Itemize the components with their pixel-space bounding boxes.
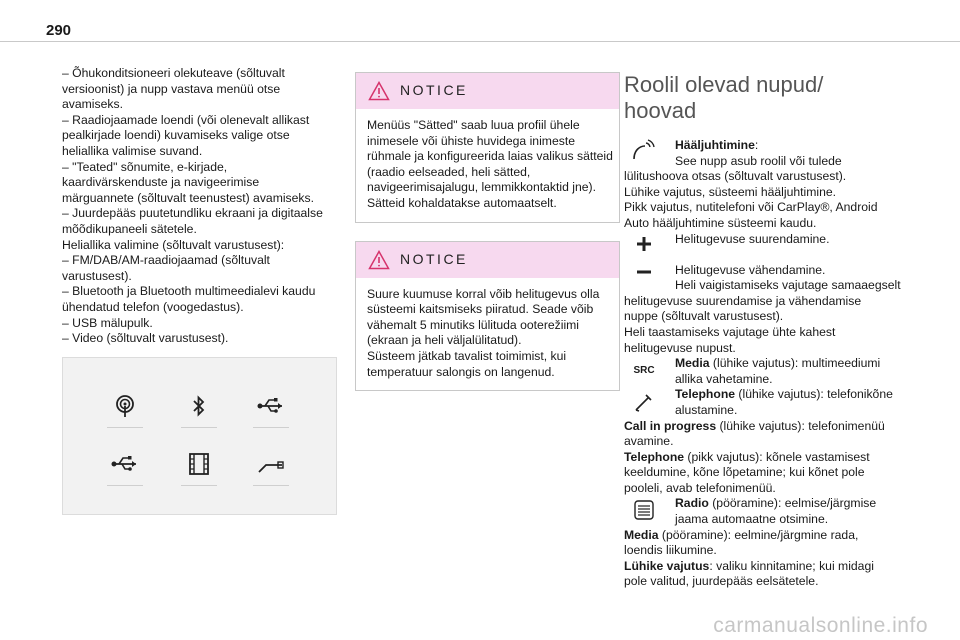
- notice-box: [355, 72, 620, 223]
- bold-label: Call in progress: [624, 418, 717, 433]
- text-span: (lühike vajutus): telefonimenüü: [716, 418, 885, 433]
- text-line: pealkirjade loendi) kuvamiseks valige otse: [62, 128, 290, 143]
- bold-label: Radio: [675, 496, 709, 511]
- text-line: mõõdikupaneeli sätetele.: [62, 221, 197, 236]
- text-line: varustusest).: [62, 268, 132, 283]
- text-line: kaardivärskenduste ja navigeerimise: [62, 175, 260, 190]
- title-line: Roolil olevad nupud/: [624, 72, 824, 97]
- text-line: lülitushoova otsas (sõltuvalt varustusest).: [624, 169, 847, 184]
- text-line: Lühike vajutus, süsteemi hääljuhtimine.: [624, 184, 837, 199]
- radio-thumbwheel-item: [624, 496, 910, 527]
- text-line: – Bluetooth ja Bluetooth multimeedialevi kaudu: [62, 284, 316, 299]
- notice-header: [356, 73, 619, 109]
- notice-body: [356, 109, 619, 222]
- notice-header: [356, 242, 619, 278]
- voice-control-item: [624, 138, 910, 169]
- radio-icon: [107, 394, 143, 428]
- text-line: navigeerimisajalugu, lemmikkontaktid jne).: [367, 180, 596, 195]
- warning-icon: [368, 81, 390, 101]
- text-line: rühmale ja konfigureerida laias valikus sätteid: [367, 149, 613, 164]
- column-middle: [355, 72, 620, 409]
- text-line: alustamine.: [675, 402, 738, 417]
- voice-label: Hääljuhtimine: [675, 138, 755, 152]
- text-line: See nupp asub roolil või tulede: [675, 153, 842, 168]
- text-line: Heli taastamiseks vajutage ühte kahest: [624, 324, 836, 339]
- volume-up-item: [624, 232, 910, 263]
- text-line: loendis liikumine.: [624, 543, 717, 558]
- video-icon: [181, 452, 217, 486]
- text-line: – Video (sõltuvalt varustusest).: [62, 331, 229, 346]
- notice-box: [355, 241, 620, 392]
- text-line: nuppe (sõltuvalt varustusest).: [624, 309, 784, 324]
- text-line: vähemalt 5 minutiks lülituda ooterežiimi: [367, 317, 580, 332]
- text-line: avamiseks.: [62, 97, 123, 112]
- text-line: süsteemi kaitsmiseks piiratud. Seade võib: [367, 302, 594, 317]
- text-line: Helitugevuse suurendamine.: [675, 231, 830, 246]
- text-span: (pikk vajutus): kõnele vastamisest: [684, 449, 870, 464]
- title-line: hoovad: [624, 98, 697, 123]
- text-line: ühendatud telefon (voogedastus).: [62, 299, 244, 314]
- header-divider: [0, 41, 960, 42]
- column-left: [62, 66, 340, 515]
- text-line: heliallika valimise suvand.: [62, 143, 203, 158]
- text-line: – Juurdepääs puutetundliku ekraani ja digitaalse: [62, 206, 323, 221]
- plus-icon: [624, 236, 664, 264]
- footer-watermark: carmanualsonline.info: [713, 614, 928, 637]
- text-line: Menüüs "Sätted" saab luua profiil ühele: [367, 118, 580, 132]
- bold-label: Media: [675, 356, 710, 371]
- text-line: Helitugevuse vähendamine.: [675, 262, 826, 277]
- text-line: jaama automaatne otsimine.: [675, 512, 829, 527]
- text-line: märguannete (sõltuvalt teenustest) avamiseks.: [62, 190, 314, 205]
- text-line: pooleli, avab telefonimenüü.: [624, 480, 776, 495]
- phone-item: [624, 387, 910, 418]
- usb-icon: [253, 394, 289, 428]
- src-icon: SRC: [633, 365, 655, 377]
- text-line: helitugevuse nupust.: [624, 340, 736, 355]
- text-line: (ekraan ja heli väljalülitatud).: [367, 333, 522, 348]
- bold-label: Telephone: [675, 387, 736, 402]
- section-title: [624, 72, 910, 124]
- voice-command-icon: [624, 138, 664, 166]
- voice-colon: :: [754, 138, 759, 152]
- text-line: keeldumine, kõne lõpetamine; kui kõnet pole: [624, 465, 865, 480]
- text-line: Sätteid kohaldatakse automaatselt.: [367, 195, 557, 210]
- text-line: Auto hääljuhtimine süsteemi kaudu.: [624, 215, 817, 230]
- thumbwheel-icon: [624, 499, 664, 527]
- text-line: – USB mälupulk.: [62, 315, 153, 330]
- text-line: – Raadiojaamade loendi (või olenevalt allikast: [62, 112, 310, 127]
- bold-label: Lühike vajutus: [624, 558, 710, 573]
- text-line: Süsteem jätkab tavalist toimimist, kui: [367, 348, 567, 363]
- text-line: – "Teated" sõnumite, e-kirjade,: [62, 159, 228, 174]
- text-line: pole valitud, juurdepääs eelsätetele.: [624, 574, 819, 589]
- column-right: [624, 72, 910, 590]
- text-line: helitugevuse suurendamise ja vähendamise: [624, 293, 862, 308]
- warning-icon: [368, 250, 390, 270]
- text-line: versioonist) ja nupp vastava menüü otse: [62, 81, 281, 96]
- text-span: (lühike vajutus): multimeediumi: [709, 356, 881, 371]
- bold-label: Telephone: [624, 449, 685, 464]
- page-number: 290: [46, 22, 72, 39]
- text-line: inimesele või ühiste huvidega inimeste: [367, 133, 575, 148]
- text-line: Suure kuumuse korral võib helitugevus olla: [367, 286, 600, 301]
- text-line: Heli vaigistamiseks vajutage samaaegselt: [675, 278, 901, 293]
- text-line: Heliallika valimine (sõltuvalt varustusest):: [62, 237, 285, 252]
- text-span: (pööramine): eelmine/järgmine rada,: [658, 527, 859, 542]
- notice-body: [356, 278, 619, 391]
- text-span: (pööramine): eelmise/järgmise: [708, 496, 877, 511]
- phone-icon: [624, 391, 664, 419]
- notice-title: NOTICE: [400, 82, 468, 99]
- minus-icon: [624, 269, 664, 297]
- text-span: (lühike vajutus): telefonikõne: [735, 387, 893, 402]
- volume-down-item: [624, 263, 910, 294]
- text-line: – FM/DAB/AM-raadiojaamad (sõltuvalt: [62, 253, 270, 268]
- text-line: allika vahetamine.: [675, 371, 773, 386]
- notice-title: NOTICE: [400, 250, 468, 267]
- source-icons-panel: [62, 357, 337, 515]
- text-line: (raadio eelseaded, heli sätted,: [367, 164, 531, 179]
- text-line: avamine.: [624, 434, 674, 449]
- text-line: temperatuur salongis on langenud.: [367, 364, 555, 379]
- src-item: [624, 356, 910, 387]
- aux-cable-icon: [253, 452, 289, 486]
- bold-label: Media: [624, 527, 659, 542]
- usb-icon: [107, 452, 143, 486]
- text-line: Pikk vajutus, nutitelefoni või CarPlay®, Android: [624, 200, 878, 215]
- text-line: – Õhukonditsioneeri olekuteave (sõltuvalt: [62, 66, 285, 80]
- text-span: : valiku kinnitamine; kui midagi: [709, 558, 874, 573]
- bluetooth-icon: [181, 394, 217, 428]
